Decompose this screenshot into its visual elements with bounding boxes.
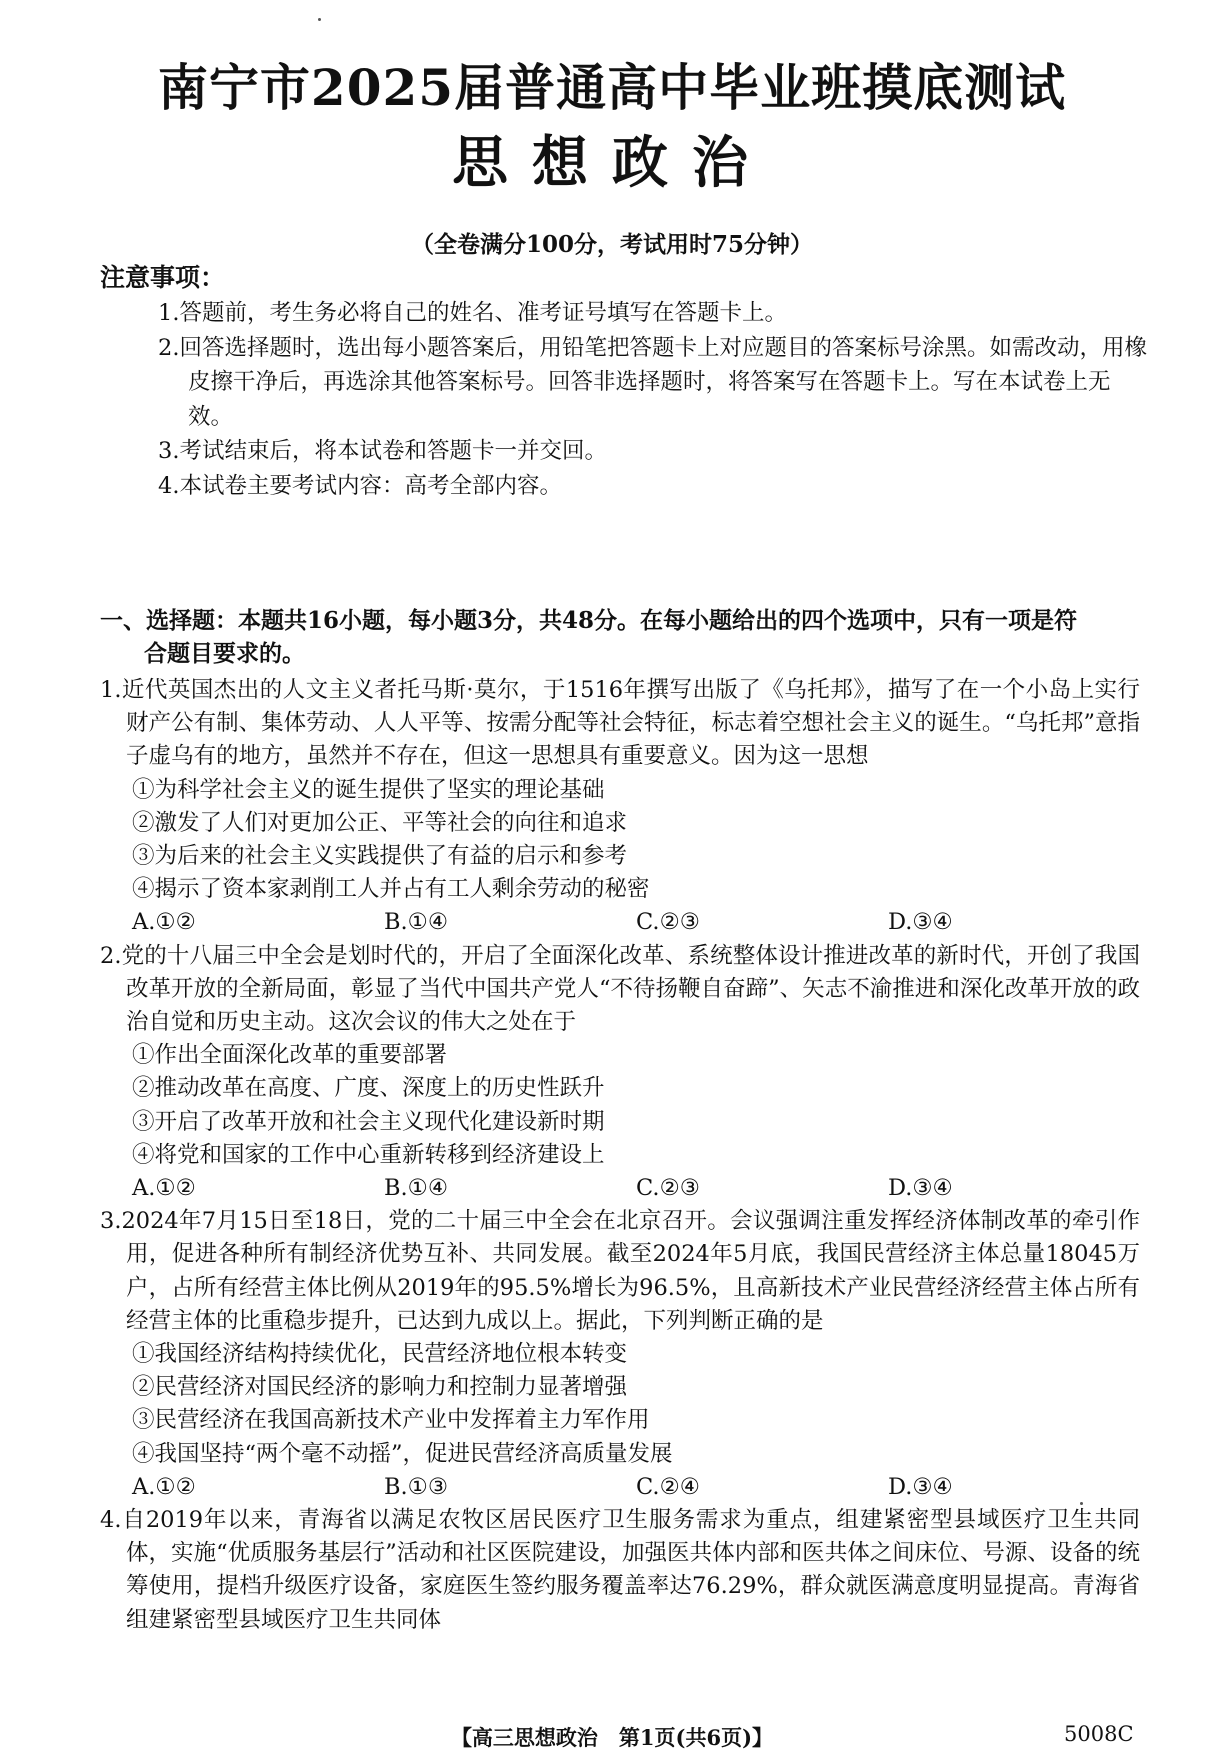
choice-c: C.②③ — [636, 1175, 700, 1202]
section-line: 一、选择题：本题共16小题，每小题3分，共48分。在每小题给出的四个选项中，只有一项是符 — [100, 607, 1078, 634]
exam-title: 南宁市2025届普通高中毕业班摸底测试 — [157, 58, 1067, 117]
notice-list — [158, 296, 1148, 503]
subject-title: 思想政治 — [452, 130, 772, 196]
notice-heading: 注意事项： — [100, 263, 226, 292]
answer-choices — [100, 1172, 1140, 1205]
page-footer: 【高三思想政治 第1页(共6页)】 — [450, 1725, 774, 1750]
scan-speck — [318, 18, 321, 21]
statement-option: ④将党和国家的工作中心重新转移到经济建设上 — [132, 1141, 605, 1168]
notice-item: 1.答题前，考生务必将自己的姓名、准考证号填写在答题卡上。 — [158, 300, 787, 326]
statement-option: ①我国经济结构持续优化，民营经济地位根本转变 — [132, 1341, 628, 1368]
notice-item: 2.回答选择题时，选出每小题答案后，用铅笔把答题卡上对应题目的答案标号涂黑。如需改动，用橡皮擦干净后，再选涂其他答案标号。回答非选择题时，将答案写在答题卡上。写在本试卷上无效。 — [158, 334, 1147, 430]
choice-c: C.②③ — [636, 909, 700, 936]
question-4 — [100, 1504, 1140, 1637]
paper-code: 5008C — [1064, 1722, 1134, 1746]
choice-d: D.③④ — [888, 1175, 953, 1202]
question-stem: 4.自2019年以来，青海省以满足农牧区居民医疗卫生服务需求为重点，组建紧密型县域医疗卫生共同体，实施“优质服务基层行”活动和社区医院建设，加强医共体内部和医共体之间床位、号源、设备的统筹使用，提档升级医疗设备，家庭医生签约服务覆盖率达76.29%，群众就医满意度明显提高。青海省组建紧密型县域医疗卫生共同体 — [100, 1507, 1140, 1633]
choice-a: A.①② — [132, 909, 196, 936]
statement-option: ④揭示了资本家剥削工人并占有工人剩余劳动的秘密 — [132, 876, 650, 903]
statement-option: ④我国坚持“两个毫不动摇”，促进民营经济高质量发展 — [132, 1440, 673, 1467]
notice-item: 3.考试结束后，将本试卷和答题卡一并交回。 — [158, 438, 607, 464]
statement-option: ③民营经济在我国高新技术产业中发挥着主力军作用 — [132, 1407, 650, 1434]
question-stem: 1.近代英国杰出的人文主义者托马斯·莫尔，于1516年撰写出版了《乌托邦》，描写了在一个小岛上实行财产公有制、集体劳动、人人平等、按需分配等社会特征，标志着空想社会主义的诞生。“乌托邦”意指子虚乌有的地方，虽然并不存在，但这一思想具有重要意义。因为这一思想 — [100, 677, 1140, 770]
section-line: 合题目要求的。 — [144, 640, 305, 667]
statement-option: ③开启了改革开放和社会主义现代化建设新时期 — [132, 1108, 605, 1135]
score-note: （全卷满分100分，考试用时75分钟） — [410, 231, 814, 258]
statement-option: ①为科学社会主义的诞生提供了坚实的理论基础 — [132, 776, 605, 803]
choice-d: D.③④ — [888, 1473, 953, 1500]
scan-speck — [1080, 1502, 1083, 1505]
choice-b: B.①④ — [384, 909, 449, 936]
answer-choices — [100, 1471, 1140, 1504]
statement-option: ③为后来的社会主义实践提供了有益的启示和参考 — [132, 843, 628, 870]
notice-item: 4.本试卷主要考试内容：高考全部内容。 — [158, 472, 562, 499]
statement-option: ②民营经济对国民经济的影响力和控制力显著增强 — [132, 1374, 628, 1401]
section-heading — [100, 604, 1135, 670]
question-stem: 3.2024年7月15日至18日，党的二十届三中全会在北京召开。会议强调注重发挥经济体制改革的牵引作用，促进各种所有制经济优势互补、共同发展。截至2024年5月底，我国民营经济主体总量18045万户，占所有经营主体比例从2019年的95.5%增长为96.5%，且高新技术产业民营经济经营主体占所有经营主体的比重稳步提升，已达到九成以上。据此，下列判断正确的是 — [100, 1208, 1140, 1334]
statement-option: ②推动改革在高度、广度、深度上的历史性跃升 — [132, 1075, 605, 1102]
choice-c: C.②④ — [636, 1473, 700, 1500]
question-2 — [100, 940, 1140, 1206]
choice-d: D.③④ — [888, 909, 953, 936]
question-3 — [100, 1205, 1140, 1504]
choice-a: A.①② — [132, 1175, 196, 1202]
question-list — [100, 674, 1140, 1637]
statement-option: ①作出全面深化改革的重要部署 — [132, 1042, 448, 1069]
choice-b: B.①④ — [384, 1175, 449, 1202]
answer-choices — [100, 906, 1140, 939]
choice-a: A.①② — [132, 1473, 196, 1500]
question-stem: 2.党的十八届三中全会是划时代的，开启了全面深化改革、系统整体设计推进改革的新时代，开创了我国改革开放的全新局面，彰显了当代中国共产党人“不待扬鞭自奋蹄”、矢志不渝推进和深化改革开放的政治自觉和历史主动。这次会议的伟大之处在于 — [100, 942, 1140, 1036]
statement-option: ②激发了人们对更加公正、平等社会的向往和追求 — [132, 809, 628, 836]
choice-b: B.①③ — [384, 1473, 449, 1500]
question-1 — [100, 674, 1140, 940]
